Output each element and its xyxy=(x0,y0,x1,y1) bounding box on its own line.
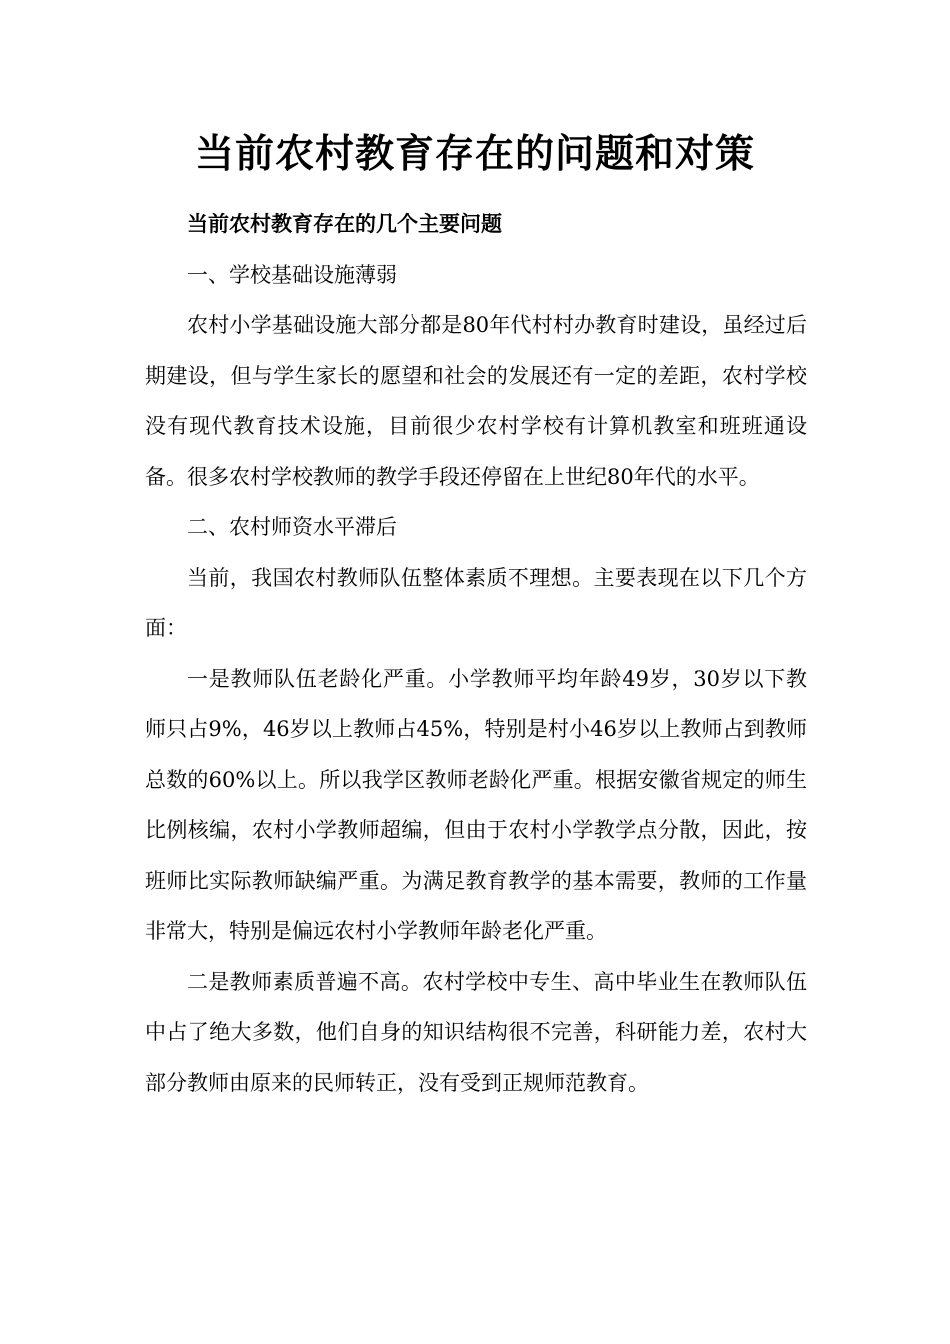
document-body xyxy=(145,199,807,1108)
paragraph-teachers-intro: 当前，我国农村教师队伍整体素质不理想。主要表现在以下几个方面： xyxy=(145,565,807,640)
paragraph-teacher-aging: 一是教师队伍老龄化严重。小学教师平均年龄49岁，30岁以下教师只占9%，46岁以上教师占45%，特别是村小46岁以上教师占到教师总数的60%以上。所以我学区教师老龄化严重。根据安徽省规定的师生比例核编，农村小学教师超编，但由于农村小学教学点分散，因此，按班师比实际教师缺编严重。为满足教育教学的基本需要，教师的工作量非常大，特别是偏远农村小学教师年龄老化严重。 xyxy=(145,666,807,943)
section-heading: 当前农村教育存在的几个主要问题 xyxy=(187,211,502,236)
paragraph-infrastructure: 农村小学基础设施大部分都是80年代村村办教育时建设，虽经过后期建设，但与学生家长的愿望和社会的发展还有一定的差距，农村学校没有现代教育技术设施，目前很少农村学校有计算机教室和班班通设备。很多农村学校教师的教学手段还停留在上世纪80年代的水平。 xyxy=(145,313,807,489)
paragraph-teacher-quality: 二是教师素质普遍不高。农村学校中专生、高中毕业生在教师队伍中占了绝大多数，他们自身的知识结构很不完善，科研能力差，农村大部分教师由原来的民师转正，没有受到正规师范教育。 xyxy=(145,969,807,1095)
subheading-infrastructure: 一、学校基础设施薄弱 xyxy=(187,262,397,287)
document-title: 当前农村教育存在的问题和对策 xyxy=(194,131,755,177)
subheading-teachers: 二、农村师资水平滞后 xyxy=(187,515,397,539)
